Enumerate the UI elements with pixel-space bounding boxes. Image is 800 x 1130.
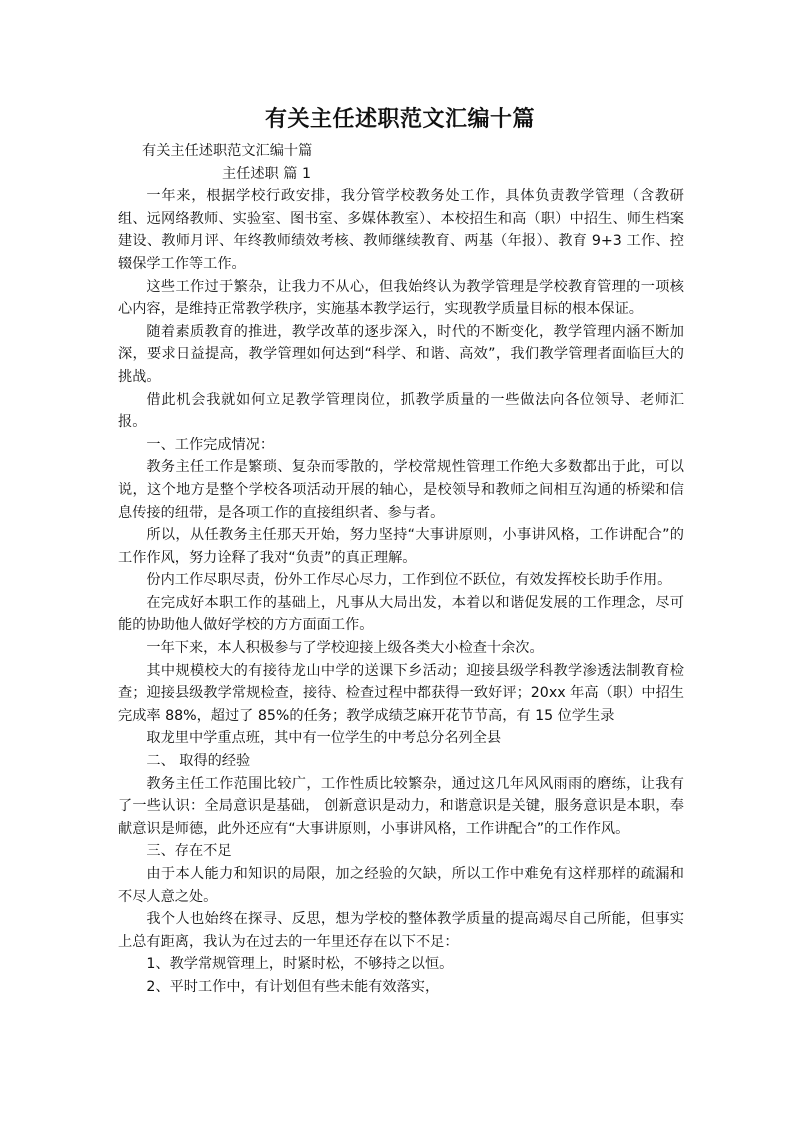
document-body	[118, 140, 684, 999]
body-paragraph: 教务主任工作范围比较广，工作性质比较繁杂，通过这几年风风雨雨的磨练，让我有了一些认识：全局意识是基础， 创新意识是动力，和谐意识是关键，服务意识是本职，奉献意识是师德，此外还应有“大事讲原则，小事讲风格，工作讲配合”的工作作风。	[118, 775, 684, 837]
section-heading: 主任述职 篇 1	[222, 165, 311, 182]
body-paragraph: 我个人也始终在探寻、反思，想为学校的整体教学质量的提高竭尽自己所能，但事实上总有距离，我认为在过去的一年里还存在以下不足：	[118, 911, 684, 950]
body-paragraph: 一年下来，本人积极参与了学校迎接上级各类大小检查十余次。	[146, 640, 544, 657]
body-paragraph: 份内工作尽职尽责，份外工作尽心尽力，工作到位不跃位，有效发挥校长助手作用。	[146, 572, 672, 589]
document-title: 有关主任述职范文汇编十篇	[264, 106, 535, 132]
body-paragraph: 这些工作过于繁杂，让我力不从心，但我始终认为教学管理是学校教育管理的一项核心内容，是维持正常教学秩序，实施基本教学运行，实现教学质量目标的根本保证。	[118, 278, 684, 318]
body-paragraph: 取龙里中学重点班，其中有一位学生的中考总分名列全县	[146, 730, 502, 747]
body-paragraph: 一、工作完成情况：	[146, 436, 275, 453]
body-paragraph: 随着素质教育的推进，教学改革的逐步深入，时代的不断变化，教学管理内涵不断加深，要求日益提高，教学管理如何达到“科学、和谐、高效”，我们教学管理者面临巨大的挑战。	[118, 323, 684, 385]
body-paragraph: 三、存在不足	[146, 843, 232, 860]
section-heading: 有关主任述职范文汇编十篇	[142, 143, 313, 159]
body-paragraph: 一年来，根据学校行政安排，我分管学校教务处工作，具体负责教学管理（含教研组、远网络教师、实验室、图书室、多媒体教室）、本校招生和高（职）中招生、师生档案建设、教师月评、年终教师绩效考核、教师继续教育、两基（年报）、教育 9+3 工作、控辍保学工作等工作。	[118, 188, 684, 272]
body-paragraph: 在完成好本职工作的基础上，凡事从大局出发，本着以和谐促发展的工作理念，尽可能的协助他人做好学校的方方面面工作。	[118, 594, 684, 634]
body-paragraph: 借此机会我就如何立足教学管理岗位，抓教学质量的一些做法向各位领导、老师汇报。	[118, 391, 684, 431]
body-paragraph: 二、 取得的经验	[146, 753, 251, 770]
body-paragraph: 由于本人能力和知识的局限，加之经验的欠缺，所以工作中难免有这样那样的疏漏和不尽人意之处。	[118, 866, 684, 905]
body-paragraph: 1、教学常规管理上，时紧时松，不够持之以恒。	[146, 956, 454, 973]
body-paragraph: 其中规模校大的有接待龙山中学的送课下乡活动；迎接县级学科教学渗透法制教育检查；迎接县级教学常规检查，接待、检查过程中都获得一致好评；20xx 年高（职）中招生完成率 88%，超过了 85%的任务；教学成绩芝麻开花节节高，有 15 位学生录	[118, 662, 684, 724]
body-paragraph: 所以，从任教务主任那天开始，努力坚持“大事讲原则，小事讲风格，工作讲配合”的工作作风，努力诠释了我对“负责”的真正理解。	[118, 527, 684, 566]
body-paragraph: 2、平时工作中，有计划但有些未能有效落实，	[146, 978, 440, 995]
body-paragraph: 教务主任工作是繁琐、复杂而零散的，学校常规性管理工作绝大多数都出于此，可以说，这个地方是整个学校各项活动开展的轴心，是校领导和教师之间相互沟通的桥梁和信息传接的纽带，是各项工作的直接组织者、参与者。	[118, 459, 684, 521]
